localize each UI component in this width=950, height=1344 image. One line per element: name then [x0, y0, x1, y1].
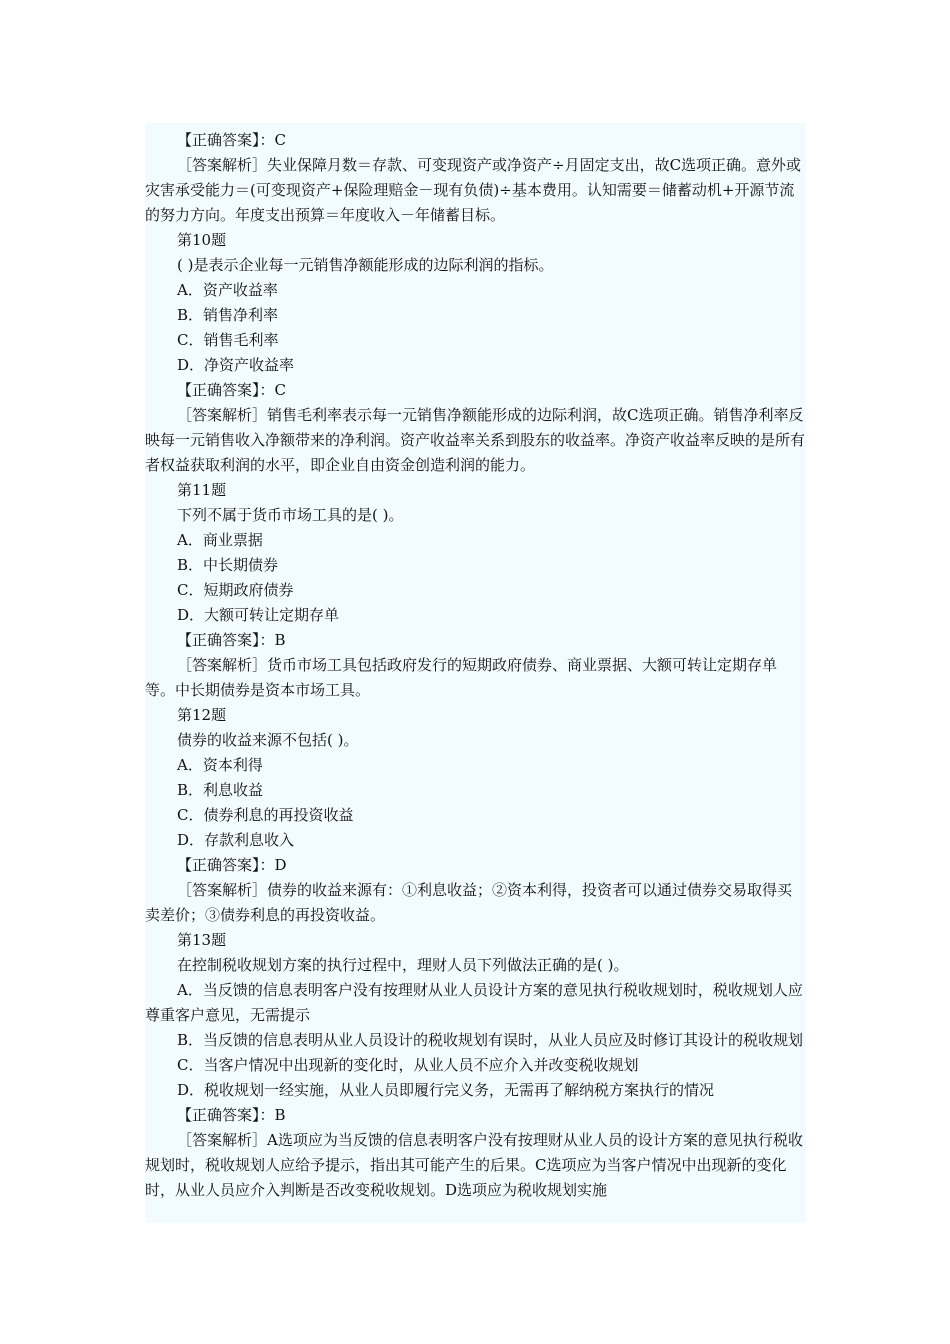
answer-label-q9: 【正确答案】：C	[177, 131, 286, 149]
document-body	[145, 123, 806, 1223]
question-number-q11: 第11题	[177, 481, 227, 499]
explanation-q9: ［答案解析］失业保障月数＝存款、可变现资产或净资产÷月固定支出，故C选项正确。意外或灾害承受能力＝(可变现资产+保险理赔金－现有负债)÷基本费用。认知需要＝储蓄动机+开源节流的努力方向。年度支出预算＝年度收入－年储蓄目标。	[145, 156, 802, 224]
question-stem-q10: ( )是表示企业每一元销售净额能形成的边际利润的指标。	[177, 256, 554, 274]
option-c-q10: C．销售毛利率	[177, 331, 279, 349]
explanation-q12: ［答案解析］债券的收益来源有：①利息收益；②资本利得，投资者可以通过债券交易取得买卖差价；③债券利息的再投资收益。	[145, 881, 793, 924]
option-a-q12: A．资本利得	[177, 756, 263, 774]
option-b-q13: B．当反馈的信息表明从业人员设计的税收规划有误时，从业人员应及时修订其设计的税收规划	[177, 1031, 804, 1049]
explanation-q11: ［答案解析］货币市场工具包括政府发行的短期政府债券、商业票据、大额可转让定期存单等。中长期债券是资本市场工具。	[145, 656, 778, 699]
answer-label-q12: 【正确答案】：D	[177, 856, 287, 874]
option-c-q11: C．短期政府债券	[177, 581, 294, 599]
question-stem-q13: 在控制税收规划方案的执行过程中，理财人员下列做法正确的是( )。	[177, 956, 629, 974]
option-d-q12: D．存款利息收入	[177, 831, 295, 849]
option-c-q12: C．债券利息的再投资收益	[177, 806, 354, 824]
option-a-q10: A．资产收益率	[177, 281, 278, 299]
option-a-q11: A．商业票据	[177, 531, 263, 549]
option-d-q11: D．大额可转让定期存单	[177, 606, 340, 624]
answer-label-q10: 【正确答案】：C	[177, 381, 286, 399]
question-number-q13: 第13题	[177, 931, 227, 949]
option-b-q12: B．利息收益	[177, 781, 264, 799]
explanation-q10: ［答案解析］销售毛利率表示每一元销售净额能形成的边际利润，故C选项正确。销售净利率反映每一元销售收入净额带来的净利润。资产收益率关系到股东的收益率。净资产收益率反映的是所有者权益获取利润的水平，即企业自由资金创造利润的能力。	[145, 406, 806, 474]
question-number-q12: 第12题	[177, 706, 227, 724]
option-d-q13: D．税收规划一经实施，从业人员即履行完义务，无需再了解纳税方案执行的情况	[177, 1081, 715, 1099]
explanation-q13: ［答案解析］A选项应为当反馈的信息表明客户没有按理财从业人员的设计方案的意见执行税收规划时，税收规划人应给予提示，指出其可能产生的后果。C选项应为当客户情况中出现新的变化时，从业人员应介入判断是否改变税收规划。D选项应为税收规划实施	[145, 1131, 803, 1199]
answer-label-q11: 【正确答案】：B	[177, 631, 286, 649]
option-c-q13: C．当客户情况中出现新的变化时，从业人员不应介入并改变税收规划	[177, 1056, 639, 1074]
answer-label-q13: 【正确答案】：B	[177, 1106, 286, 1124]
question-stem-q11: 下列不属于货币市场工具的是( )。	[177, 506, 404, 524]
option-b-q11: B．中长期债券	[177, 556, 279, 574]
question-stem-q12: 债券的收益来源不包括( )。	[177, 731, 359, 749]
option-d-q10: D．净资产收益率	[177, 356, 295, 374]
option-b-q10: B．销售净利率	[177, 306, 279, 324]
option-a-q13: A．当反馈的信息表明客户没有按理财从业人员设计方案的意见执行税收规划时，税收规划人应尊重客户意见，无需提示	[145, 981, 803, 1024]
question-number-q10: 第10题	[177, 231, 227, 249]
